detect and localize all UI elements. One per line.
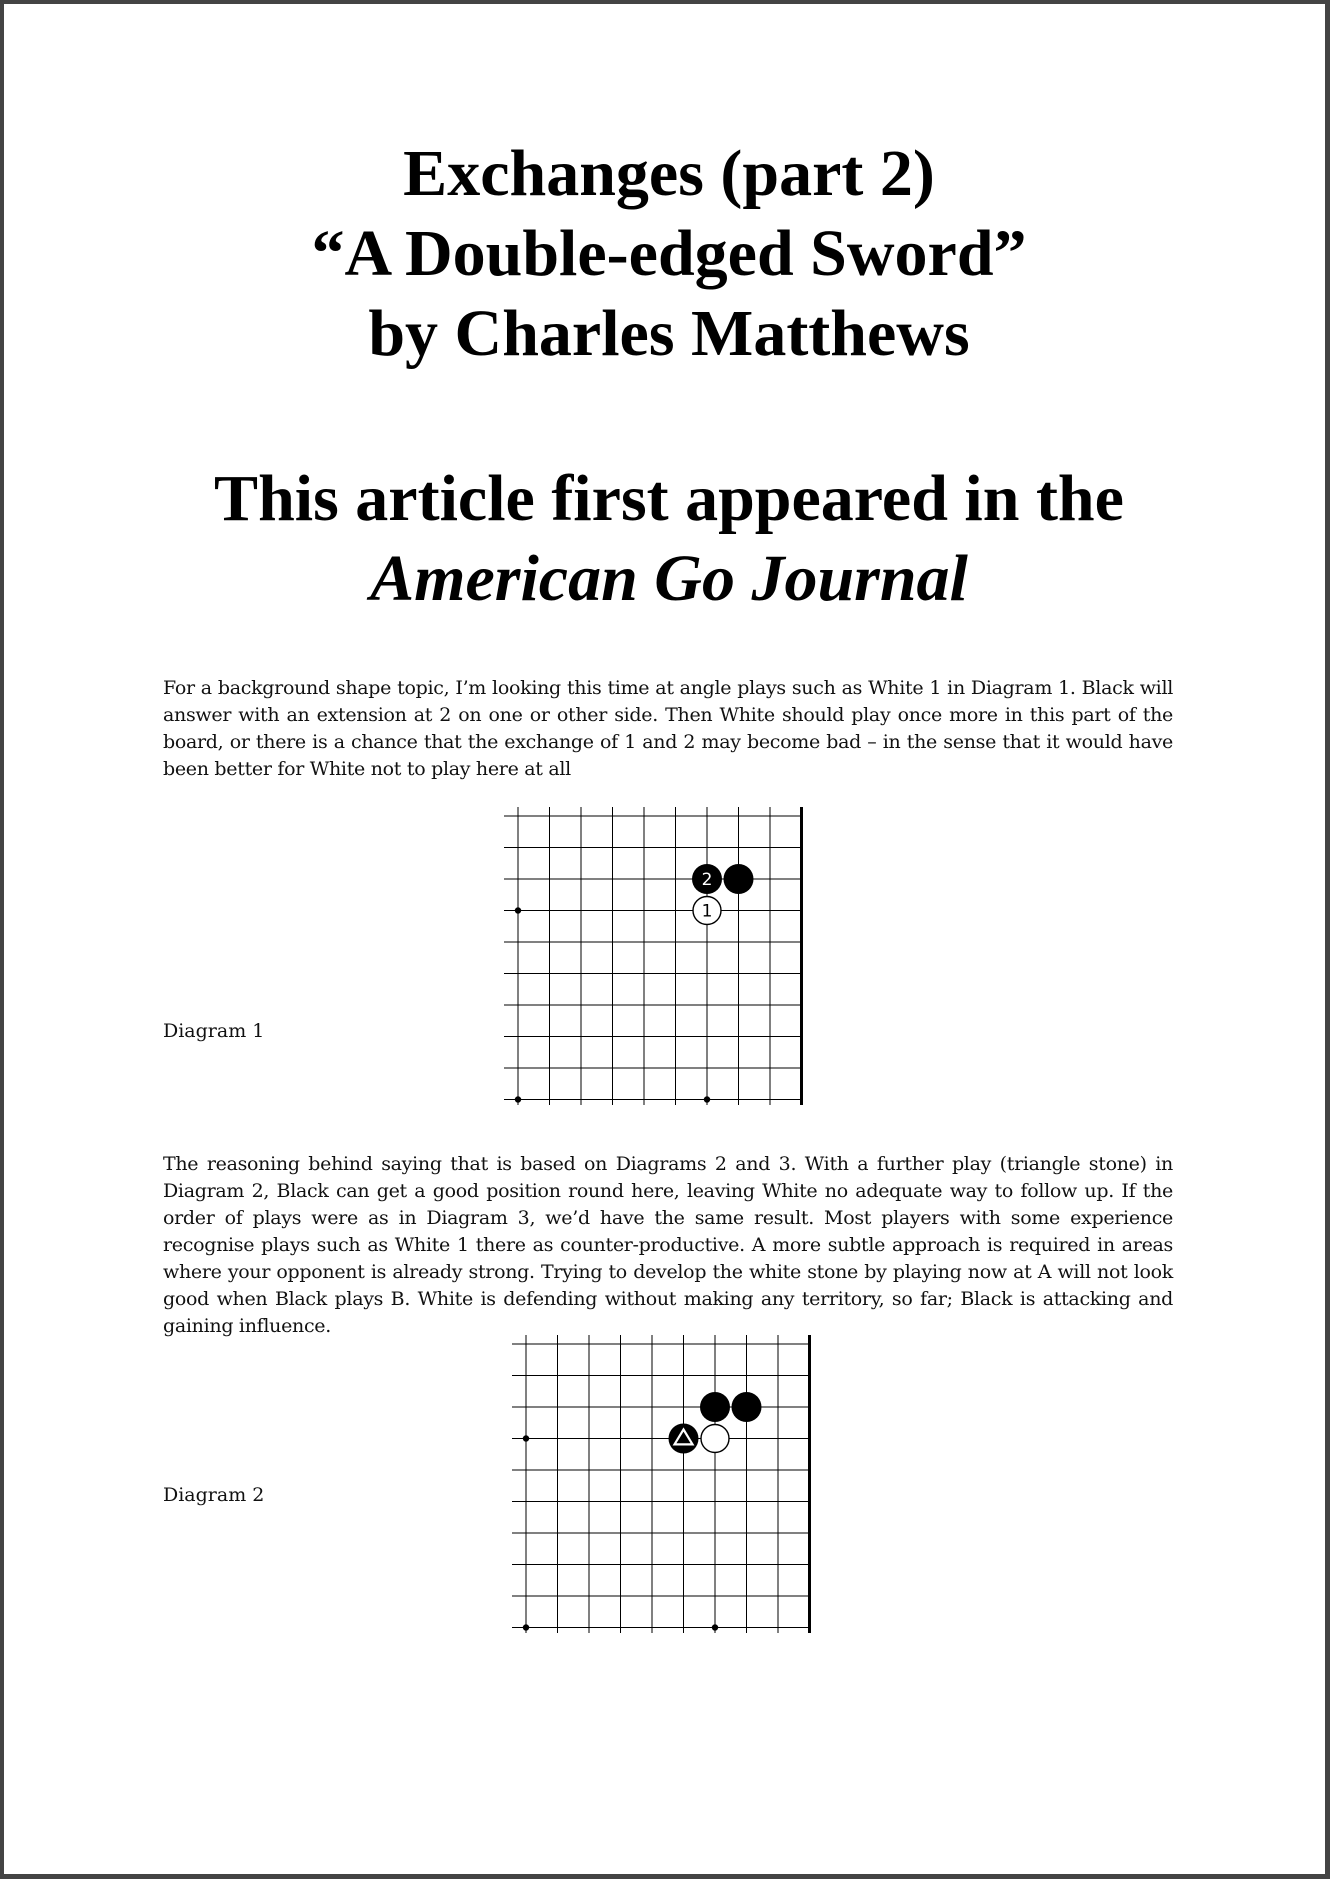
diagram-2-caption: Diagram 2 <box>163 1484 265 1506</box>
black-stone <box>724 864 754 894</box>
article-title <box>4 134 1325 374</box>
star-point <box>704 1096 710 1102</box>
star-point <box>515 1096 521 1102</box>
star-point <box>712 1624 718 1630</box>
document-page <box>4 4 1325 1874</box>
diagram-2-board <box>512 1335 822 1640</box>
black-stone <box>732 1392 762 1422</box>
stone-body <box>732 1392 762 1422</box>
title-author: by Charles Matthews <box>368 297 970 370</box>
stone-label: 2 <box>701 870 713 890</box>
black-stone <box>669 1424 699 1454</box>
star-point <box>515 907 521 913</box>
stone-body <box>700 1392 730 1422</box>
star-point <box>523 1624 529 1630</box>
stone-label: 1 <box>701 901 713 922</box>
star-point <box>523 1435 529 1441</box>
white-stone <box>701 1425 729 1453</box>
paragraph-1: For a background shape topic, I’m looking this time at angle plays such as White 1 in Diagram 1. Black will answer with an extension at 2 on one or other side. Then White should play once more in this part of the board, or there is a chance that the exchange of 1 and 2 may become bad – in the sense that it would have been better for White not to play here at all <box>163 677 1173 780</box>
black-stone <box>692 864 722 894</box>
source-line: This article first appeared in the <box>214 462 1124 535</box>
diagram-1-board <box>504 807 814 1112</box>
stone-body <box>701 1425 729 1453</box>
stone-body <box>724 864 754 894</box>
journal-name: American Go Journal <box>370 542 968 615</box>
title-line-2: “A Double-edged Sword” <box>311 217 1027 290</box>
black-stone <box>700 1392 730 1422</box>
paragraph-2: The reasoning behind saying that is based on Diagrams 2 and 3. With a further play (triangle stone) in Diagram 2, Black can get a good position round here, leaving White no adequate way to follow up. If the order of plays were as in Diagram 3, we’d have the same result. Most players with some experience recognise plays such as White 1 there as counter-productive. A more subtle approach is required in areas where your opponent is already strong. Trying to develop the white stone by playing now at A will not look good when Black plays B. White is defending without making any territory, so far; Black is attacking and gaining influence. <box>163 1153 1173 1337</box>
source-note <box>4 459 1325 619</box>
diagram-1-caption: Diagram 1 <box>163 1020 265 1042</box>
white-stone <box>693 897 721 925</box>
title-line-1: Exchanges (part 2) <box>403 137 935 210</box>
